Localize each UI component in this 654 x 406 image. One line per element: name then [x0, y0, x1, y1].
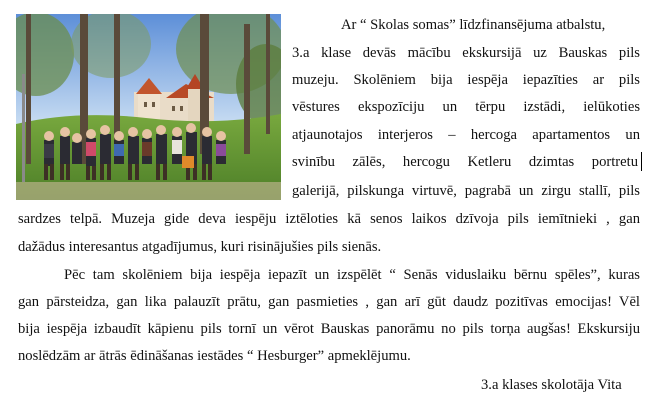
- signature: 3.a klases skolotāja Vita: [481, 377, 622, 393]
- article-line-3: muzeju. Skolēniem bija iespēja iepazīties ar pils: [292, 72, 640, 88]
- article-line-11: gan pārsteidza, gan lika palauzīt prātu, gan pasmieties , gan arī gūt daudz pozitīvas emocijas! Vēl: [18, 294, 640, 310]
- text-cursor: [641, 152, 642, 171]
- article-line-1: Ar “ Skolas somas” līdzfinansējuma atbalstu,: [341, 17, 606, 33]
- article-line-8: sardzes telpā. Muzeja gide deva iespēju iztēloties kā senos laikos dzīvoja pils iemītnieki , gan: [18, 211, 640, 227]
- article-line-5: atjaunotajos interjeros – hercoga apartamentos un: [292, 127, 640, 143]
- class-excursion-photo: [16, 14, 281, 200]
- article-line-9: dažādus interesantus atgadījumus, kuri risinājušies pils sienās.: [18, 239, 382, 255]
- article-line-10: Pēc tam skolēniem bija iespēja iepazīt un izspēlēt “ Senās viduslaiku bērnu spēles”, kuras: [64, 267, 640, 283]
- lamp-post: [22, 74, 25, 182]
- path: [16, 182, 281, 200]
- article-line-13: noslēdzām ar ātrās ēdināšanas iestādes “ Hesburger” apmeklējumu.: [18, 348, 411, 364]
- article-line-6: svinību zālēs, hercogu Ketleru dzimtas portretu: [292, 154, 638, 170]
- article-line-4: vēstures ekspozīciju un tērpu izstādi, ielūkoties: [292, 99, 640, 115]
- article-line-7: galerijā, pilskunga virtuvē, pagrabā un zirgu stallī, pils: [292, 183, 640, 199]
- article-line-12: bija iespēja izbaudīt kāpienu pils tornī un vērot Bauskas panorāmu no pils torņa augšas! Ekskursiju: [18, 321, 640, 337]
- article-line-2: 3.a klase devās mācību ekskursijā uz Bauskas pils: [292, 45, 640, 61]
